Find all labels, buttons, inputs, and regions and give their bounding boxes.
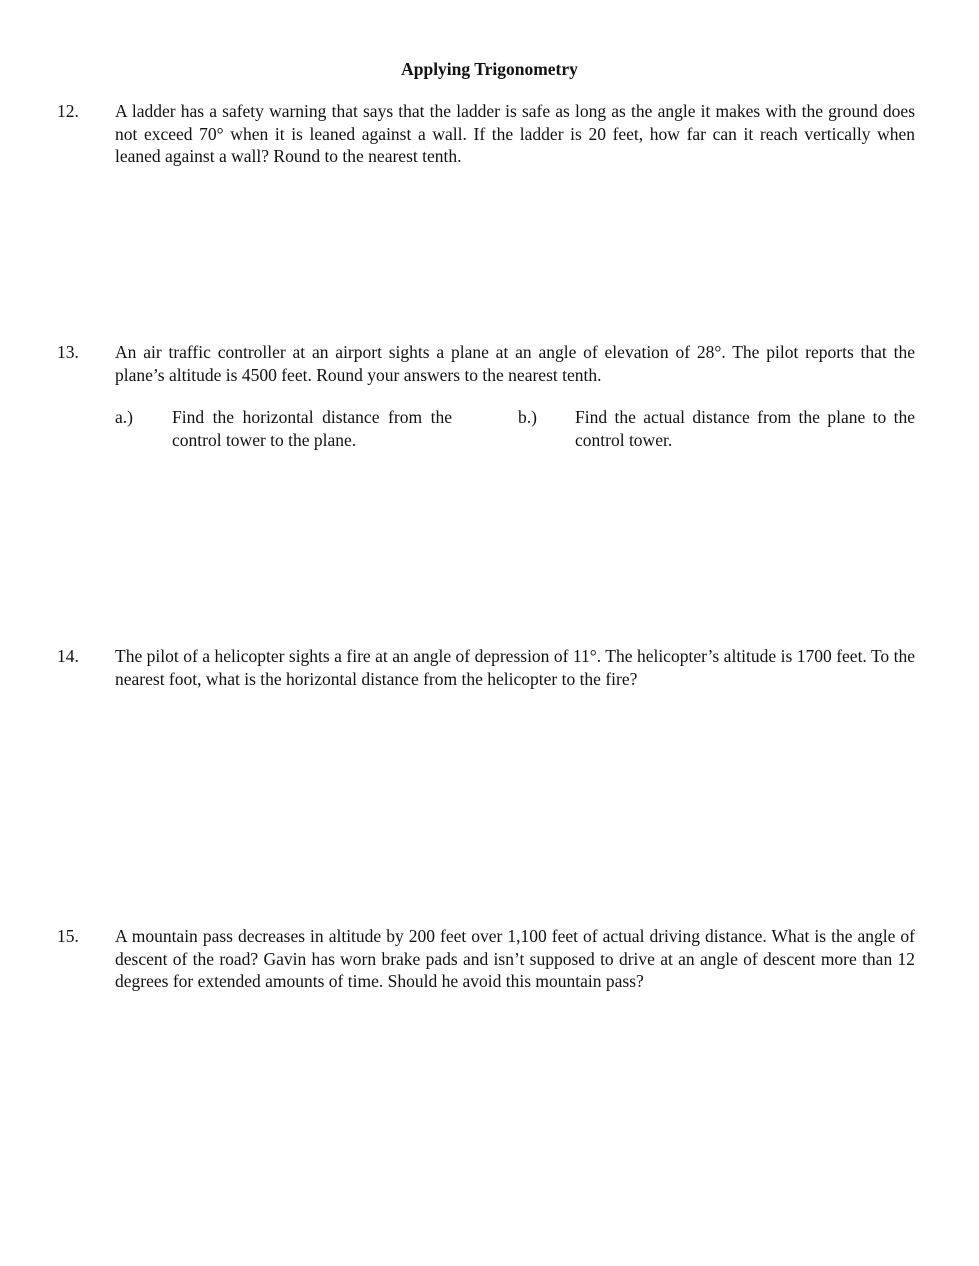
problem-number: 13. — [57, 342, 79, 362]
page-title: Applying Trigonometry — [401, 59, 578, 79]
problem-text: A ladder has a safety warning that says that the ladder is safe as long as the angle it makes with the ground does not exceed 70° when it is leaned against a wall. If the ladder is 20 feet, how far can it reach vertically when leaned against a wall? Round to the nearest tenth. — [115, 101, 915, 166]
problem-text: The pilot of a helicopter sights a fire at an angle of depression of 11°. The helicopter’s altitude is 1700 feet. To the nearest foot, what is the horizontal distance from the helicopter to the fire? — [115, 646, 915, 689]
part-label: b.) — [518, 407, 537, 427]
part-label: a.) — [115, 407, 133, 427]
problem-text: A mountain pass decreases in altitude by 200 feet over 1,100 feet of actual driving distance. What is the angle of descent of the road? Gavin has worn brake pads and isn’t supposed to drive at an angle of descent more than 12 degrees for extended amounts of time. Should he avoid this mountain pass? — [115, 926, 915, 991]
part-text: Find the actual distance from the plane to the control tower. — [575, 407, 915, 450]
part-text: Find the horizontal distance from the control tower to the plane. — [172, 407, 452, 450]
problem-number: 14. — [57, 646, 79, 666]
problem-number: 15. — [57, 926, 79, 946]
problem-number: 12. — [57, 101, 79, 121]
problem-text: An air traffic controller at an airport sights a plane at an angle of elevation of 28°. The pilot reports that the plane’s altitude is 4500 feet. Round your answers to the nearest tenth. — [115, 342, 915, 385]
